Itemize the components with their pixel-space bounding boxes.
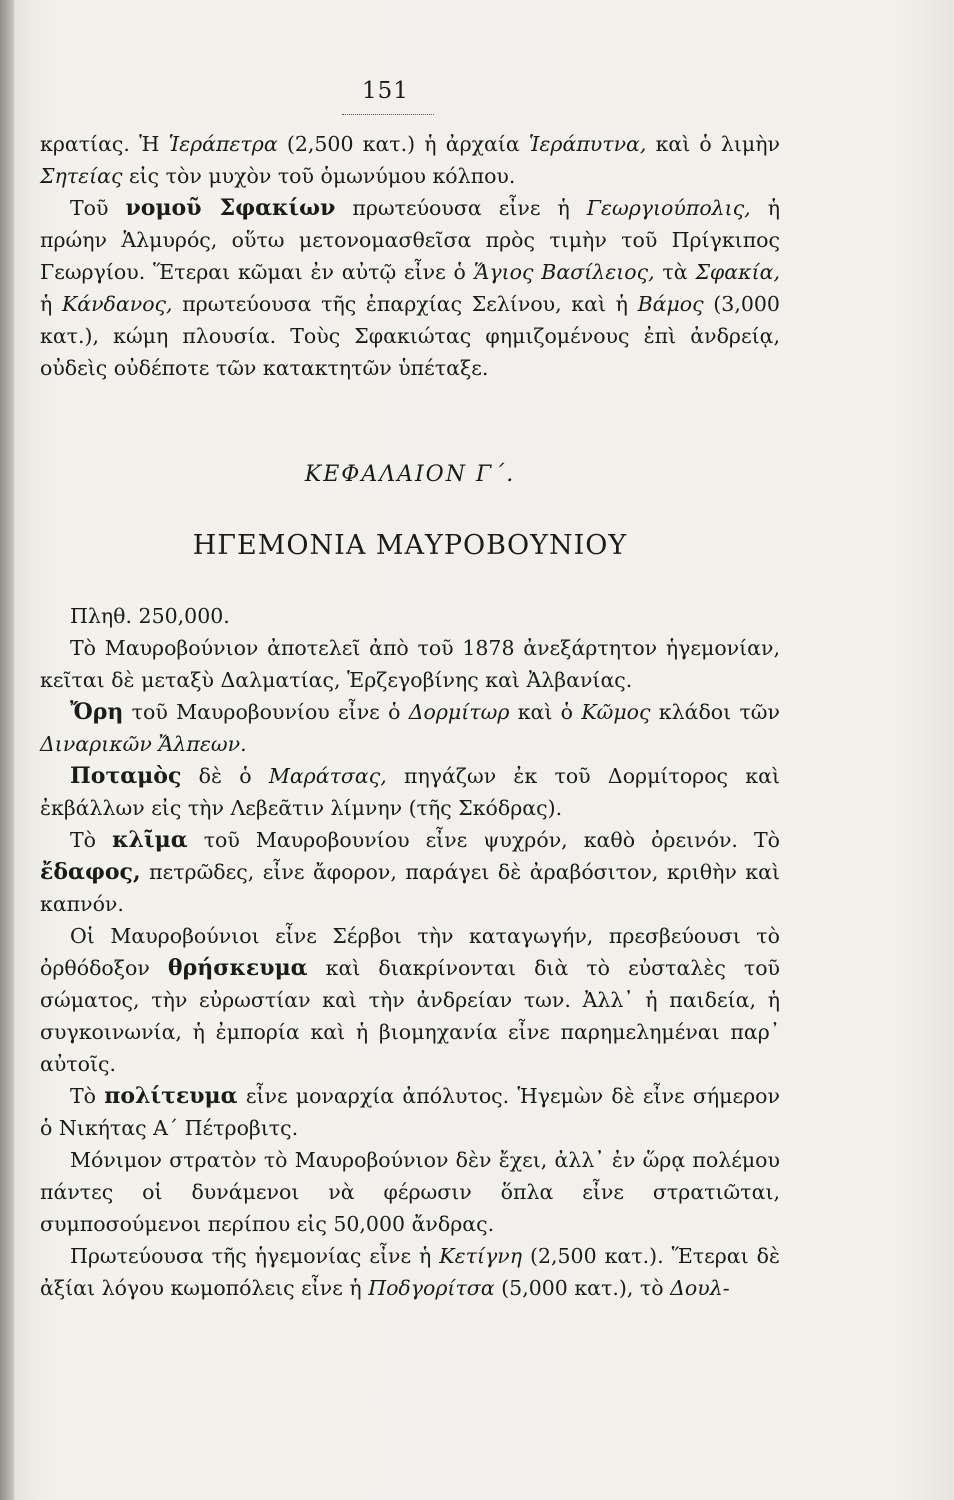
text-run: Πρωτεύουσα τῆς ἡγεμονίας εἶνε ἡ — [70, 1244, 440, 1268]
text-run: εἰς τὸν μυχὸν τοῦ ὁμωνύμου κόλπου. — [122, 164, 516, 188]
text-run: Τὸ — [70, 828, 113, 852]
body-text-block — [40, 600, 780, 1304]
paragraph-river — [40, 760, 780, 824]
paragraph-climate — [40, 824, 780, 920]
place-vamos: Βάμος — [637, 292, 704, 316]
place-dulcigno: Δουλ- — [670, 1276, 730, 1300]
text-run: δὲ ὁ — [181, 764, 269, 788]
text-run: Οἱ Μαυροβούνιοι εἶνε Σέρβοι τὴν καταγωγήν, πρεσβεύουσι τὸ ὀρθόδοξον — [40, 924, 780, 980]
text-run: καὶ ὁ λιμὴν — [646, 132, 780, 156]
top-text-block — [40, 128, 780, 384]
text-run: πετρῶδες, εἶνε ἄφορον, παράγει δὲ ἀραβόσιτον, κριθὴν καὶ καπνόν. — [40, 860, 780, 916]
heading-politeuma: πολίτευμα — [104, 1083, 238, 1109]
place-georgioupolis: Γεωργιούπολις, — [586, 196, 751, 220]
heading-edafos: ἔδαφος, — [40, 859, 141, 885]
text-run: τὰ — [654, 260, 696, 284]
text-run: (2,500 κατ.) ἡ ἀρχαία — [277, 132, 529, 156]
paragraph-religion — [40, 920, 780, 1080]
heading-thriskeuma: θρήσκευμα — [167, 955, 308, 981]
text-run: Τὸ — [70, 1084, 105, 1108]
text-run: (3,000 κατ.), κώμη πλουσία. Τοὺς Σφακιώτας φημιζομένους ἐπὶ ἀνδρείᾳ, οὐδεὶς οὐδέποτε τῶν κατακτητῶν ὑπέταξε. — [40, 292, 780, 380]
paragraph-ierapetra — [40, 128, 780, 192]
text-run: πρωτεύουσα τῆς ἐπαρχίας Σελίνου, καὶ ἡ — [172, 292, 638, 316]
paragraph-independence: Τὸ Μαυροβούνιον ἀποτελεῖ ἀπὸ τοῦ 1878 ἀνεξάρτητον ἡγεμονίαν, κεῖται δὲ μεταξὺ Δαλματίας, Ἑρζεγοβίνης καὶ Ἀλβανίας. — [40, 636, 780, 692]
place-dormitor: Δορμίτωρ — [408, 700, 510, 724]
place-dinaric-alps: Διναρικῶν Ἄλπεων. — [40, 732, 247, 756]
text-run: (5,000 κατ.), τὸ — [494, 1276, 671, 1300]
text-run: καὶ ὁ — [509, 700, 582, 724]
text-run: πηγάζων ἐκ τοῦ Δορμίτορος καὶ ἐκβάλλων εἰς τὴν Λεβεᾶτιν λίμνην (τῆς Σκόδρας). — [40, 764, 780, 820]
place-agios-vasileios: Ἅγιος Βασίλειος, — [473, 260, 655, 284]
place-cetinje: Κετίγνη — [439, 1244, 522, 1268]
text-run: κρατίας. Ἡ — [40, 132, 169, 156]
paragraph-sfakia — [40, 192, 780, 384]
place-maratsas: Μαράτσας, — [268, 764, 387, 788]
text-run: κλάδοι τῶν — [650, 700, 780, 724]
text-run: τοῦ Μαυροβουνίου εἶνε ψυχρόν, καθὸ ὀρεινόν. Τὸ — [187, 828, 780, 852]
paragraph-mountains — [40, 696, 780, 760]
place-komos: Κῶμος — [581, 700, 651, 724]
text-run: πρωτεύουσα εἶνε ἡ — [335, 196, 587, 220]
text-run: ἡ — [40, 292, 62, 316]
place-podgorica: Ποδγορίτσα — [368, 1276, 495, 1300]
page-number: 151 — [362, 78, 409, 104]
paragraph-capital — [40, 1240, 780, 1304]
text-run: καὶ διακρίνονται διὰ τὸ εὐσταλὲς τοῦ σώματος, τὴν εὐρωστίαν καὶ τὴν ἀνδρείαν των. Ἀλλ᾽ ἡ παιδεία, ἡ συγκοινωνία, ἡ ἐμπορία καὶ ἡ βιομηχανία εἶνε παρημελημέναι παρ᾽ αὐτοῖς. — [40, 956, 781, 1076]
place-ierapetra: Ἱεράπετρα — [168, 132, 278, 156]
text-run: ἡ πρώην Ἁλμυρός, οὕτω μετονομασθεῖσα πρὸς τιμὴν τοῦ Πρίγκιπος Γεωργίου. Ἕτεραι κῶμαι ἐν αὐτῷ εἶνε ὁ — [40, 196, 780, 284]
chapter-label: ΚΕΦΑΛΑΙΟΝ Γ΄. — [304, 462, 516, 487]
place-ierapytna: Ἱεράπυτνα, — [528, 132, 647, 156]
section-title: ΗΓΕΜΟΝΙΑ ΜΑΥΡΟΒΟΥΝΙΟΥ — [192, 530, 628, 561]
heading-klima: κλῖμα — [112, 827, 188, 853]
place-sfakia: Σφακία, — [695, 260, 780, 284]
paragraph-population: Πληθ. 250,000. — [70, 604, 230, 628]
text-run: τοῦ Μαυροβουνίου εἶνε ὁ — [123, 700, 409, 724]
heading-nomos-sfakion: νομοῦ Σφακίων — [125, 195, 336, 221]
paragraph-army: Μόνιμον στρατὸν τὸ Μαυροβούνιον δὲν ἔχει, ἀλλ᾽ ἐν ὥρᾳ πολέμου πάντες οἱ δυνάμενοι νὰ φέρωσιν ὅπλα εἶνε στρατιῶται, συμποσούμενοι περίπου εἰς 50,000 ἄνδρας. — [40, 1148, 780, 1236]
heading-potamos: Ποταμὸς — [70, 763, 182, 789]
heading-ori: Ὄρη — [70, 699, 124, 725]
text-run: εἶνε μοναρχία ἀπόλυτος. Ἡγεμὼν δὲ εἶνε σήμερον ὁ Νικήτας Α΄ Πέτροβιτς. — [40, 1084, 780, 1140]
text-run: Τοῦ — [70, 196, 126, 220]
paragraph-government — [40, 1080, 780, 1144]
place-kandanos: Κάνδανος, — [61, 292, 173, 316]
page-number-rule — [342, 114, 434, 115]
text-run: (2,500 κατ.). Ἕτεραι δὲ ἀξίαι λόγου κωμοπόλεις εἶνε ἡ — [40, 1244, 780, 1300]
place-siteia: Σητείας — [40, 164, 123, 188]
book-spine-shadow — [0, 0, 14, 1500]
